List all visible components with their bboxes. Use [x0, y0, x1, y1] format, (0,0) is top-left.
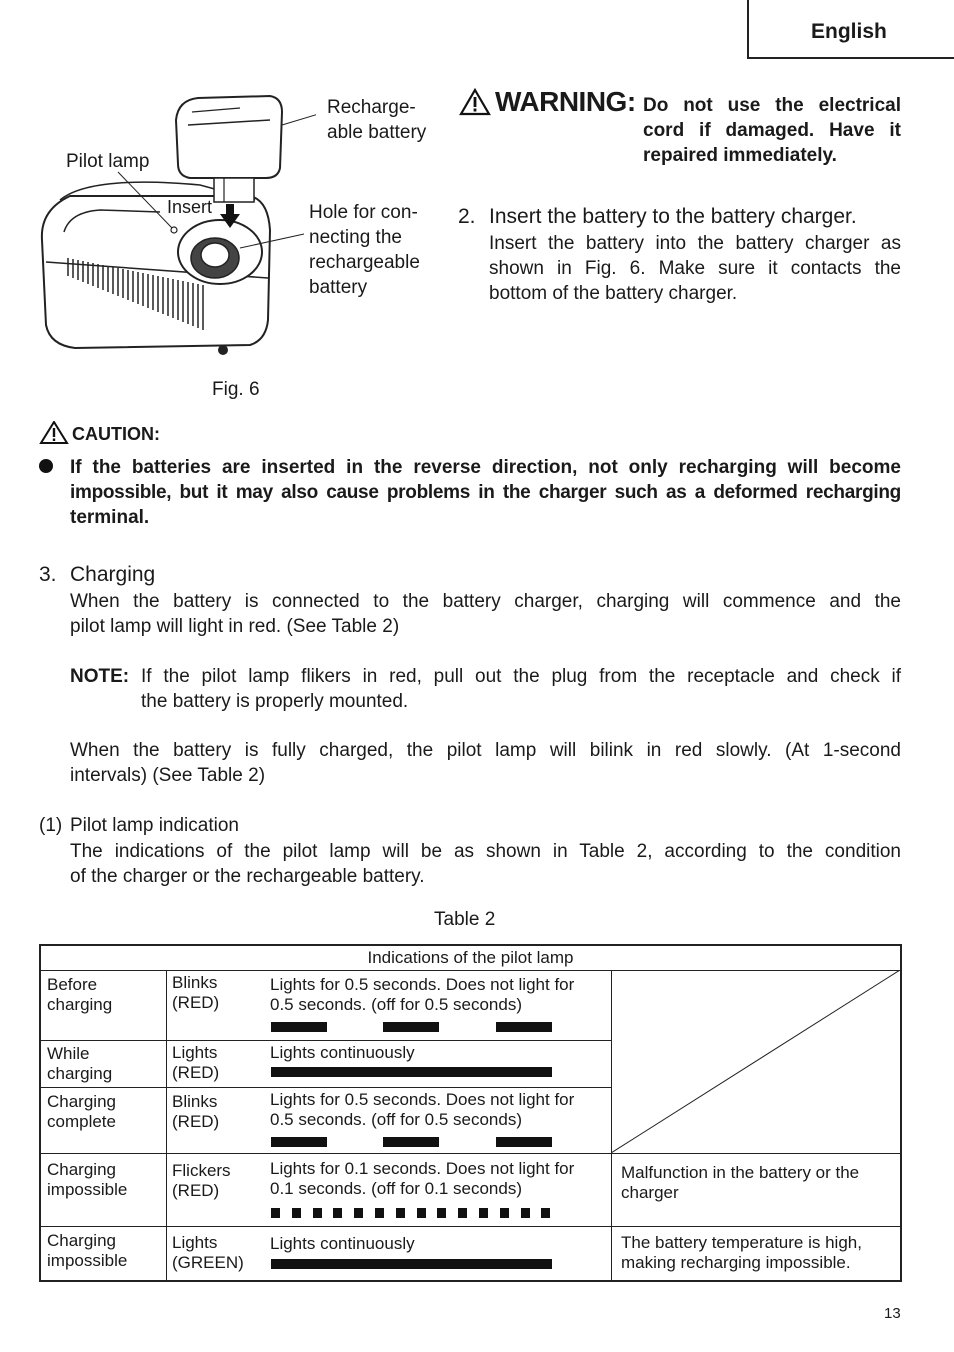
diagonal-blank-cell	[611, 970, 900, 1153]
step2-line: Insert the battery into the battery charger as	[489, 233, 901, 254]
cell-state: Charging	[47, 1160, 116, 1179]
warning-line: cord if damaged. Have it	[643, 120, 901, 141]
caution-line: impossible, but it may also cause problems in the charger such as a deformed recharging	[70, 482, 901, 503]
table-header: Indications of the pilot lamp	[367, 948, 574, 967]
blink-bar	[496, 1137, 552, 1147]
flicker-dash	[500, 1208, 509, 1218]
paragraph-line: of the charger or the rechargeable battery.	[70, 866, 425, 887]
caution-triangle-icon	[39, 421, 69, 445]
cell-desc-line: Lights for 0.5 seconds. Does not light for	[270, 975, 575, 994]
flicker-dash	[333, 1208, 342, 1218]
cell-mode	[172, 1233, 244, 1273]
cell-mode-line: Blinks	[172, 973, 218, 992]
paragraph-line: pilot lamp will light in red. (See Table 2)	[70, 616, 400, 637]
cell-desc-line: 0.5 seconds. (off for 0.5 seconds)	[270, 995, 522, 1014]
paragraph-line: When the battery is fully charged, the pilot lamp will bilink in red slowly. (At 1-second	[70, 740, 901, 761]
language-label: English	[811, 20, 887, 43]
step3-title: Charging	[70, 563, 156, 586]
cell-mode-line: Lights	[172, 1233, 218, 1252]
blink-bar	[496, 1022, 552, 1032]
continuous-bar	[271, 1067, 552, 1077]
warning-text	[643, 93, 901, 168]
warning-triangle-icon	[459, 88, 491, 116]
cell-desc-line: 0.1 seconds. (off for 0.1 seconds)	[270, 1179, 522, 1198]
step3-number: 3.	[39, 563, 57, 586]
cell-mode-line: Flickers	[172, 1161, 231, 1180]
cell-state: charging	[47, 1064, 113, 1083]
sub1-number: (1)	[39, 815, 63, 836]
step2-body	[489, 231, 901, 306]
blink-bar	[383, 1137, 439, 1147]
flicker-dash	[521, 1208, 530, 1218]
table-row	[47, 1092, 116, 1132]
charger-illustration	[36, 80, 316, 365]
cell-state: Charging	[47, 1092, 116, 1111]
cell-mode	[172, 973, 219, 1013]
cell-remark-line: charger	[621, 1183, 679, 1202]
cell-state: While	[47, 1044, 90, 1063]
label-line: rechargeable	[309, 252, 420, 273]
caution-line: terminal.	[70, 507, 150, 528]
paragraph-line: If the pilot lamp flikers in red, pull out the plug from the receptacle and check if	[141, 666, 901, 687]
cell-remark	[621, 1233, 862, 1273]
cell-state: charging	[47, 995, 113, 1014]
cell-remark-line: The battery temperature is high,	[621, 1233, 862, 1252]
cell-state: impossible	[47, 1180, 128, 1199]
flicker-dash	[437, 1208, 446, 1218]
label-line: battery	[309, 277, 368, 298]
continuous-bar	[271, 1259, 552, 1269]
language-tab	[747, 0, 954, 59]
cell-state: impossible	[47, 1251, 128, 1270]
flicker-dash	[458, 1208, 467, 1218]
cell-desc-line: 0.5 seconds. (off for 0.5 seconds)	[270, 1110, 522, 1129]
bullet-icon	[39, 459, 53, 473]
blink-bar	[271, 1137, 327, 1147]
blink-bar	[383, 1022, 439, 1032]
cell-description: Lights continuously	[270, 1043, 415, 1062]
flicker-dash	[271, 1208, 280, 1218]
cell-description	[270, 1090, 574, 1130]
cell-mode	[172, 1092, 219, 1132]
step2-number: 2.	[458, 205, 476, 228]
caution-text	[70, 455, 901, 530]
cell-remark-line: Malfunction in the battery or the	[621, 1163, 860, 1182]
pilot-lamp-table	[39, 944, 902, 1282]
cell-desc-line: Lights for 0.5 seconds. Does not light for	[270, 1090, 575, 1109]
caution-heading: CAUTION:	[72, 424, 160, 444]
cell-mode-line: (RED)	[172, 1181, 220, 1200]
cell-remark-line: making recharging impossible.	[621, 1253, 851, 1272]
step2-line: bottom of the battery charger.	[489, 283, 738, 304]
step2-line: shown in Fig. 6. Make sure it contacts the	[489, 258, 901, 279]
table-caption: Table 2	[434, 909, 496, 930]
flicker-dash	[417, 1208, 426, 1218]
label-rechargeable-battery	[327, 95, 426, 145]
table-row	[47, 1231, 127, 1271]
cell-mode	[172, 1161, 231, 1201]
note-text	[141, 664, 901, 714]
cell-remark	[621, 1163, 859, 1203]
warning-heading: WARNING:	[495, 86, 636, 117]
label-insert: Insert	[167, 197, 213, 217]
step3-para2	[70, 738, 901, 788]
cell-description: Lights continuously	[270, 1234, 415, 1253]
table-row	[47, 975, 112, 1015]
blink-bar	[271, 1022, 327, 1032]
step2-title: Insert the battery to the battery charger.	[489, 205, 857, 228]
flicker-dash	[292, 1208, 301, 1218]
step3-para1	[70, 589, 901, 639]
label-line: Hole for con-	[309, 202, 418, 223]
flicker-dash	[479, 1208, 488, 1218]
flicker-dash	[313, 1208, 322, 1218]
cell-description	[270, 975, 574, 1015]
flicker-dash	[396, 1208, 405, 1218]
caution-line: If the batteries are inserted in the reverse direction, not only recharging will become	[70, 457, 901, 478]
cell-mode-line: (GREEN)	[172, 1253, 244, 1272]
label-line: able battery	[327, 122, 427, 143]
cell-mode-line: (RED)	[172, 993, 220, 1012]
flicker-dash	[354, 1208, 363, 1218]
cell-mode	[172, 1043, 219, 1083]
flicker-dash	[541, 1208, 550, 1218]
table-row	[47, 1160, 127, 1200]
cell-mode-line: Lights	[172, 1043, 218, 1062]
label-line: necting the	[309, 227, 402, 248]
cell-state: Charging	[47, 1231, 116, 1250]
label-pilot-lamp: Pilot lamp	[66, 151, 150, 172]
paragraph-line: intervals) (See Table 2)	[70, 765, 266, 786]
paragraph-line: The indications of the pilot lamp will be as shown in Table 2, according to the condition	[70, 841, 901, 862]
note-label: NOTE:	[70, 666, 130, 687]
sub1-title: Pilot lamp indication	[70, 815, 239, 836]
cell-desc-line: Lights for 0.1 seconds. Does not light for	[270, 1159, 575, 1178]
paragraph-line: the battery is properly mounted.	[141, 691, 409, 712]
cell-state: Before	[47, 975, 98, 994]
cell-state: complete	[47, 1112, 116, 1131]
label-line: Recharge-	[327, 97, 416, 118]
warning-line: Do not use the electrical	[643, 95, 901, 116]
figure-caption: Fig. 6	[212, 379, 260, 400]
warning-line: repaired immediately.	[643, 145, 837, 166]
cell-mode-line: (RED)	[172, 1112, 220, 1131]
table-row	[47, 1044, 112, 1084]
label-hole	[309, 200, 420, 300]
sub1-body	[70, 839, 901, 889]
page-number: 13	[884, 1305, 901, 1322]
cell-mode-line: (RED)	[172, 1063, 220, 1082]
paragraph-line: When the battery is connected to the battery charger, charging will commence and the	[70, 591, 901, 612]
cell-description	[270, 1159, 574, 1199]
flicker-dash	[375, 1208, 384, 1218]
cell-mode-line: Blinks	[172, 1092, 218, 1111]
